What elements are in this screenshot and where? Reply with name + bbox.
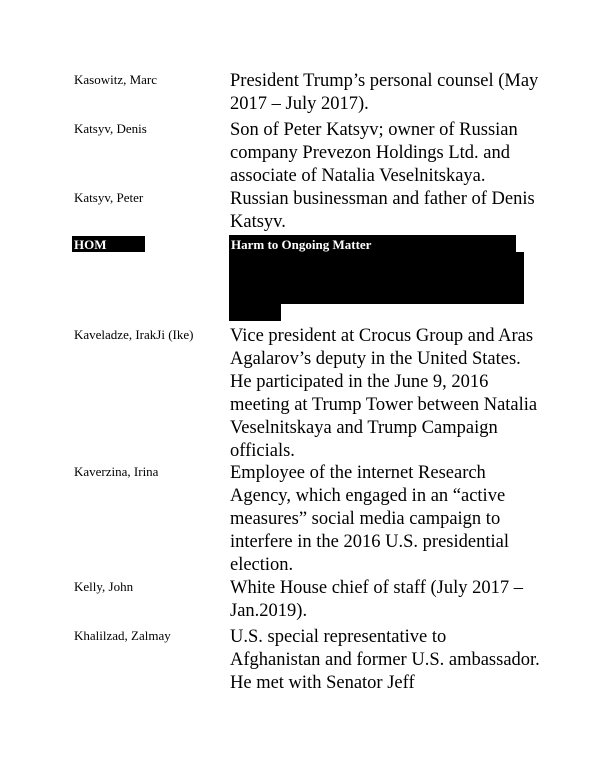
entry-description-khalilzad: U.S. special representative to Afghanistan and former U.S. ambassador. He met with Senator Jeff xyxy=(230,627,540,693)
entry-name-kaverzina: Kaverzina, Irina xyxy=(74,464,159,479)
entry-name-kaveladze: Kaveladze, IrakJi (Ike) xyxy=(74,327,194,342)
entry-description-kaveladze: Vice president at Crocus Group and Aras Agalarov’s deputy in the United States. He participated in the June 9, 2016 meeting at Trump Tower between Natalia Veselnitskaya and Trump Campaign officials. xyxy=(230,326,538,461)
entry-name-kelly: Kelly, John xyxy=(74,579,134,594)
redaction-reason: Harm to Ongoing Matter xyxy=(231,237,372,252)
entry-name-katsyv-denis: Katsyv, Denis xyxy=(74,121,147,136)
entry-description-kaverzina: Employee of the internet Research Agency, which engaged in an “active measures” social media campaign to interfere in the 2016 U.S. presidential election. xyxy=(230,463,509,575)
entry-name-khalilzad: Khalilzad, Zalmay xyxy=(74,628,171,643)
entry-description-katsyv-peter: Russian businessman and father of Denis Katsyv. xyxy=(230,189,535,232)
entry-description-katsyv-denis: Son of Peter Katsyv; owner of Russian company Prevezon Holdings Ltd. and associate of Natalia Veselnitskaya. xyxy=(230,120,518,186)
redaction-block-body xyxy=(229,252,524,304)
redaction-block-tail xyxy=(229,304,281,321)
entry-description-kasowitz: President Trump’s personal counsel (May 2017 – July 2017). xyxy=(230,71,539,114)
redacted-name-box xyxy=(72,236,145,252)
entry-name-kasowitz: Kasowitz, Marc xyxy=(74,72,158,87)
entry-description-kelly: White House chief of staff (July 2017 – Jan.2019). xyxy=(230,578,524,621)
entry-name-katsyv-peter: Katsyv, Peter xyxy=(74,190,144,205)
redaction-label: HOM xyxy=(74,237,107,252)
